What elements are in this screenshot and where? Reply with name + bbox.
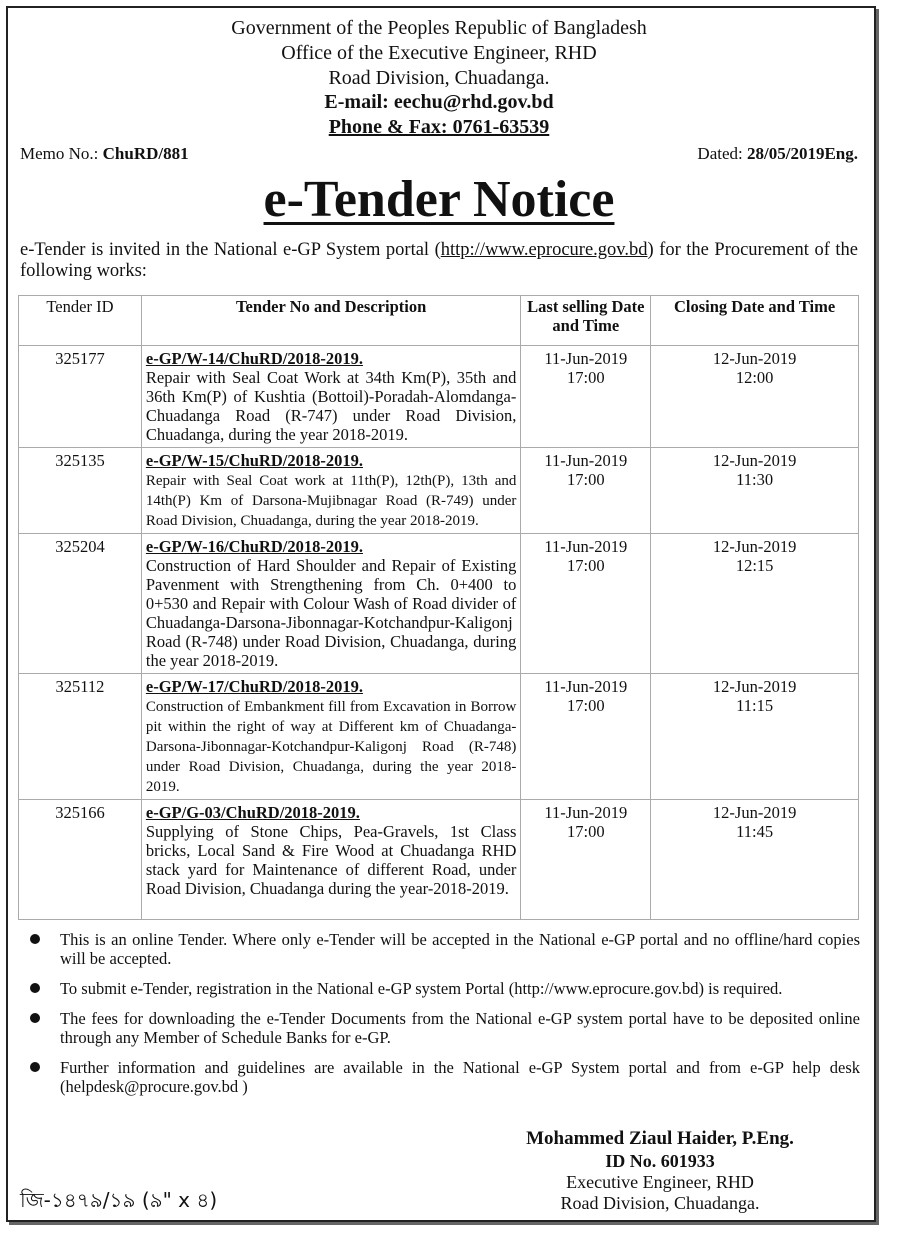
tender-description: Repair with Seal Coat Work at 34th Km(P), 35th and 36th Km(P) of Kushtia (Bottoil)-Poradah-Alomdanga-Chuadanga Road (R-747) under Road Division, Chuadanga, during the year 2018-2019. <box>145 368 517 444</box>
list-item: Further information and guidelines are available in the National e-GP System portal and from e-GP help desk (helpdesk@procure.gov.bd ) <box>30 1058 860 1096</box>
memo-number <box>20 144 189 164</box>
header-email: E-mail: eechu@rhd.gov.bd <box>324 91 554 113</box>
tender-id: 325135 <box>19 448 142 534</box>
closing-time: 11:45 <box>736 822 774 841</box>
eprocure-link[interactable]: http://www.eprocure.gov.bd <box>440 240 648 260</box>
tender-number: e-GP/W-16/ChuRD/2018-2019. <box>145 537 363 556</box>
footer-code: জি-১৪৭৯/১৯ (৯" x ৪) <box>20 1188 218 1212</box>
last-selling-date: 11-Jun-2019 <box>544 349 628 368</box>
header-division: Road Division, Chuadanga. <box>328 67 550 89</box>
memo-value: ChuRD/881 <box>102 144 189 163</box>
dated-label: Dated: <box>697 144 743 163</box>
closing-date: 12-Jun-2019 <box>712 677 797 696</box>
col-header-tender-id: Tender ID <box>19 296 142 346</box>
tender-description: Supplying of Stone Chips, Pea-Gravels, 1st Class bricks, Local Sand & Fire Wood at Chuadanga RHD stack yard for Maintenance of different Road, under Road Division, Chuadanga during the year-2018-2019. <box>145 822 517 898</box>
header-government: Government of the Peoples Republic of Bangladesh <box>231 17 647 39</box>
col-header-closing: Closing Date and Time <box>651 296 859 346</box>
list-item: The fees for downloading the e-Tender Documents from the National e-GP system portal have to be deposited online through any Member of Schedule Banks for e-GP. <box>30 1009 860 1047</box>
closing-date: 12-Jun-2019 <box>712 537 797 556</box>
closing-date: 12-Jun-2019 <box>712 451 797 470</box>
last-selling-time: 17:00 <box>567 556 605 575</box>
tender-description: Construction of Hard Shoulder and Repair of Existing Pavenment with Strengthening from Ch. 0+400 to 0+530 and Repair with Colour Wash of Road divider of Chuadanga-Darsona-Jibonnagar-Kotchandpur-Kaligonj Road (R-748) under Road Division, Chuadanga, during the year 2018-2019. <box>145 556 517 670</box>
bullet-icon <box>30 1062 40 1072</box>
last-selling-date: 11-Jun-2019 <box>544 537 628 556</box>
tender-id: 325166 <box>19 800 142 920</box>
header-phone: Phone & Fax: 0761-63539 <box>328 116 550 138</box>
bullet-icon <box>30 934 40 944</box>
tender-table <box>18 295 859 920</box>
instructions-list <box>30 930 860 1107</box>
tender-number: e-GP/W-14/ChuRD/2018-2019. <box>145 349 363 368</box>
bullet-icon <box>30 1013 40 1023</box>
tender-number: e-GP/W-15/ChuRD/2018-2019. <box>145 451 363 470</box>
last-selling-time: 17:00 <box>567 368 605 387</box>
last-selling-date: 11-Jun-2019 <box>544 803 628 822</box>
dated-value: 28/05/2019Eng. <box>747 144 858 163</box>
table-row <box>19 448 859 534</box>
tender-id: 325177 <box>19 346 142 448</box>
tender-number: e-GP/W-17/ChuRD/2018-2019. <box>145 677 363 696</box>
signatory-id: ID No. 601933 <box>605 1151 715 1171</box>
closing-date: 12-Jun-2019 <box>712 349 797 368</box>
last-selling-time: 17:00 <box>567 470 605 489</box>
last-selling-date: 11-Jun-2019 <box>544 677 628 696</box>
last-selling-date: 11-Jun-2019 <box>544 451 628 470</box>
list-item: To submit e-Tender, registration in the National e-GP system Portal (http://www.eprocure.gov.bd) is required. <box>30 979 860 998</box>
tender-number: e-GP/G-03/ChuRD/2018-2019. <box>145 803 360 822</box>
closing-date: 12-Jun-2019 <box>712 803 797 822</box>
col-header-last-selling: Last selling Date and Time <box>521 296 651 346</box>
closing-time: 12:15 <box>735 556 774 575</box>
memo-label: Memo No.: <box>20 144 99 163</box>
last-selling-time: 17:00 <box>567 696 605 715</box>
table-row <box>19 346 859 448</box>
table-row <box>19 534 859 674</box>
col-header-description: Tender No and Description <box>141 296 521 346</box>
header-office: Office of the Executive Engineer, RHD <box>281 42 597 64</box>
table-row <box>19 800 859 920</box>
last-selling-time: 17:00 <box>567 822 605 841</box>
tender-description: Repair with Seal Coat work at 11th(P), 12th(P), 13th and 14th(P) Km of Darsona-Mujibnagar Road (R-749) under Road Division, Chuadanga, during the year 2018-2019. <box>145 473 517 529</box>
tender-description: Construction of Embankment fill from Excavation in Borrow pit within the right of way at Different km of Chuadanga-Darsona-Jibonnagar-Kotchandpur-Kaligonj Road (R-748) under Road Division, Chuadanga, during the year 2018-2019. <box>145 699 517 795</box>
tender-id: 325112 <box>19 674 142 800</box>
signatory-designation: Executive Engineer, RHD <box>566 1172 754 1192</box>
closing-time: 11:30 <box>736 470 774 489</box>
bullet-icon <box>30 983 40 993</box>
page-title: e-Tender Notice <box>263 171 615 228</box>
tender-id: 325204 <box>19 534 142 674</box>
intro-paragraph: e-Tender is invited in the National e-GP System portal (http://www.eprocure.gov.bd) for the Procurement of the following works: <box>20 240 858 281</box>
signatory-name: Mohammed Ziaul Haider, P.Eng. <box>526 1128 794 1149</box>
dated <box>697 144 858 164</box>
closing-time: 11:15 <box>736 696 774 715</box>
table-row <box>19 674 859 800</box>
closing-time: 12:00 <box>735 368 774 387</box>
list-item: This is an online Tender. Where only e-Tender will be accepted in the National e-GP portal and no offline/hard copies will be accepted. <box>30 930 860 968</box>
signatory-office: Road Division, Chuadanga. <box>560 1193 760 1213</box>
